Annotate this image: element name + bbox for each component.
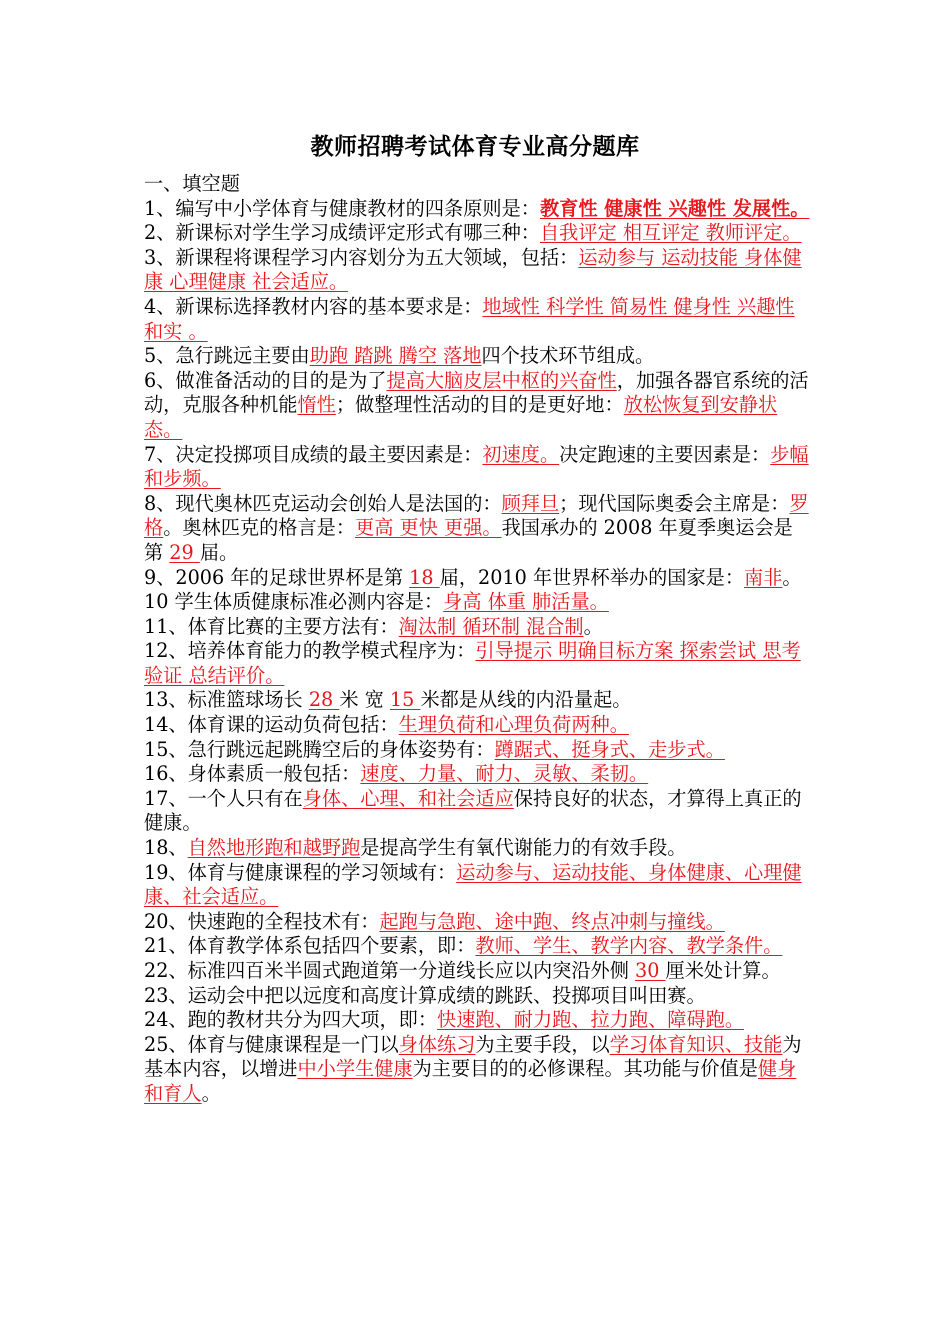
question-text: 9、2006 年的足球世界杯是第 — [144, 565, 410, 589]
question-text: 为主要目的的必修课程。其功能与价值是 — [412, 1057, 758, 1081]
question-item — [144, 861, 812, 910]
answer-text: 运动参与、运动技能、身体健康、心理健康、社会适应。 — [144, 860, 802, 909]
question-text: ；做整理性活动的目的是更好地： — [335, 393, 624, 417]
answer-text: 南非 — [744, 565, 783, 589]
question-item — [144, 738, 812, 763]
question-text: 为基本内容，以增进 — [144, 1032, 802, 1081]
question-text: 4、新课标选择教材内容的基本要求是： — [144, 294, 483, 318]
question-text: 3、新课程将课程学习内容划分为五大领域，包括： — [144, 245, 579, 269]
question-text: 21、体育教学体系包括四个要素，即： — [144, 934, 476, 958]
question-text: ，加强各器官系统的活动，克服各种机能 — [144, 368, 809, 417]
question-item — [144, 615, 812, 640]
question-item — [144, 1033, 812, 1107]
question-text: 24、跑的教材共分为四大项，即： — [144, 1008, 438, 1032]
answer-text: 顾拜旦 — [501, 491, 560, 515]
question-item — [144, 959, 812, 984]
question-item — [144, 443, 812, 492]
answer-text: 自然地形跑和越野跑 — [187, 836, 361, 860]
answer-text: 运动参与 运动技能 身体健康 心理健康 社会适应。 — [144, 245, 802, 294]
answer-text: 教师、学生、教学内容、教学条件。 — [475, 934, 783, 958]
question-item — [144, 246, 812, 295]
question-item — [144, 836, 812, 861]
question-text: 7、决定投掷项目成绩的最主要因素是： — [144, 442, 483, 466]
question-text: 20、快速跑的全程技术有： — [144, 909, 380, 933]
question-text: ；现代国际奥委会主席是： — [559, 491, 790, 515]
question-text: 10 学生体质健康标准必测内容是： — [144, 590, 444, 614]
question-item — [144, 295, 812, 344]
answer-text: 速度、力量、耐力、灵敏、柔韧。 — [360, 762, 649, 786]
question-text: 8、现代奥林匹克运动会创始人是法国的： — [144, 491, 502, 515]
question-text: 6、做准备活动的目的是为了 — [144, 368, 387, 392]
answer-text: 淘汰制 循环制 混合制 — [398, 614, 584, 638]
question-item — [144, 713, 812, 738]
question-text: 。 — [201, 1081, 221, 1105]
question-text: 13、标准篮球场长 — [144, 688, 309, 712]
answer-text: 中小学生健康 — [297, 1057, 413, 1081]
question-text: 米 宽 — [339, 688, 390, 712]
answer-text: 15 — [389, 688, 421, 712]
question-text: 17、一个人只有在 — [144, 786, 303, 810]
question-item — [144, 566, 812, 591]
answer-text: 身体、心理、和社会适应 — [302, 786, 514, 810]
answer-text: 蹲踞式、挺身式、走步式。 — [494, 737, 725, 761]
answer-text: 18 — [409, 565, 440, 589]
question-item — [144, 590, 812, 615]
question-text: 2、新课标对学生学习成绩评定形式有哪三种： — [144, 221, 540, 245]
question-item — [144, 984, 812, 1009]
answer-text: 更高 更快 更强。 — [355, 516, 502, 540]
question-text: 保持良好的状态，才算得上真正的健康。 — [144, 786, 802, 835]
question-item — [144, 787, 812, 836]
answer-text: 自我评定 相互评定 教师评定。 — [539, 221, 802, 245]
question-item — [144, 492, 812, 566]
question-text: 米都是从线的内沿量起。 — [420, 688, 632, 712]
question-text: 19、体育与健康课程的学习领域有： — [144, 860, 457, 884]
question-text: 。 — [782, 565, 802, 589]
question-text: 四个技术环节组成。 — [481, 344, 655, 368]
question-text: 决定跑速的主要因素是： — [559, 442, 771, 466]
answer-text: 惰性 — [297, 393, 336, 417]
answer-text: 放松恢复到安静状态。 — [144, 393, 778, 441]
question-text: 。 — [583, 614, 603, 638]
answer-text: 罗格 — [144, 491, 809, 540]
document-body — [144, 172, 812, 1107]
answer-text: 30 — [635, 959, 666, 982]
answer-text: 提高大脑皮层中枢的兴奋性 — [386, 368, 617, 392]
question-text: 23、运动会中把以远度和高度计算成绩的跳跃、投掷项目叫田赛。 — [144, 983, 706, 1007]
question-item — [144, 910, 812, 935]
answer-text: 身高 体重 肺活量。 — [443, 590, 609, 614]
question-text: 为主要手段，以 — [475, 1032, 610, 1056]
question-text: 16、身体素质一般包括： — [144, 762, 361, 786]
answer-text: 地域性 科学性 简易性 健身性 兴趣性和实 。 — [144, 294, 795, 343]
question-text: 18、 — [144, 836, 188, 860]
question-text: 厘米处计算。 — [665, 959, 781, 982]
question-list — [144, 197, 812, 1107]
answer-text: 步幅和步频。 — [144, 442, 809, 491]
answer-text: 起跑与急跑、途中跑、终点冲刺与撞线。 — [379, 909, 725, 933]
question-text: 15、急行跳远起跳腾空后的身体姿势有： — [144, 737, 495, 761]
question-text: 14、体育课的运动负荷包括： — [144, 713, 399, 737]
answer-text: 身体练习 — [398, 1032, 476, 1056]
question-item — [144, 639, 812, 688]
question-text: 1、编写中小学体育与健康教材的四条原则是： — [144, 196, 540, 220]
question-text: 11、体育比赛的主要方法有： — [144, 614, 399, 638]
question-item — [144, 688, 812, 713]
question-item — [144, 344, 812, 369]
answer-text: 健身和育人 — [144, 1057, 797, 1105]
question-text: 届。 — [199, 540, 239, 564]
section-heading: 一、填空题 — [144, 172, 240, 195]
question-text: 22、标准四百米半圆式跑道第一分道线长应以内突沿外侧 — [144, 959, 636, 982]
question-text: 5、急行跳远主要由 — [144, 344, 310, 368]
question-text: 25、体育与健康课程是一门以 — [144, 1032, 399, 1056]
question-item — [144, 934, 812, 959]
answer-text: 29 — [169, 540, 200, 564]
answer-text: 28 — [308, 688, 340, 712]
question-text: 。奥林匹克的格言是： — [163, 516, 356, 540]
answer-text: 学习体育知识、技能 — [609, 1032, 783, 1056]
answer-text: 引导提示 明确目标方案 探索尝试 思考验证 总结评价。 — [144, 639, 801, 687]
answer-text: 教育性 健康性 兴趣性 发展性。 — [539, 196, 810, 220]
question-item — [144, 197, 812, 222]
question-item — [144, 369, 812, 443]
question-text: 届，2010 年世界杯举办的国家是： — [439, 565, 745, 589]
document-title: 教师招聘考试体育专业高分题库 — [310, 134, 640, 160]
answer-text: 助跑 踏跳 腾空 落地 — [309, 344, 482, 368]
question-text: 是提高学生有氧代谢能力的有效手段。 — [360, 836, 687, 860]
question-item — [144, 762, 812, 787]
question-item — [144, 1008, 812, 1033]
answer-text: 生理负荷和心理负荷两种。 — [398, 713, 629, 737]
question-text: 12、培养体育能力的教学模式程序为： — [144, 639, 476, 663]
answer-text: 初速度。 — [482, 442, 560, 466]
question-item — [144, 221, 812, 246]
answer-text: 快速跑、耐力跑、拉力跑、障碍跑。 — [437, 1008, 745, 1032]
question-text: 我国承办的 2008 年夏季奥运会是第 — [144, 516, 793, 564]
